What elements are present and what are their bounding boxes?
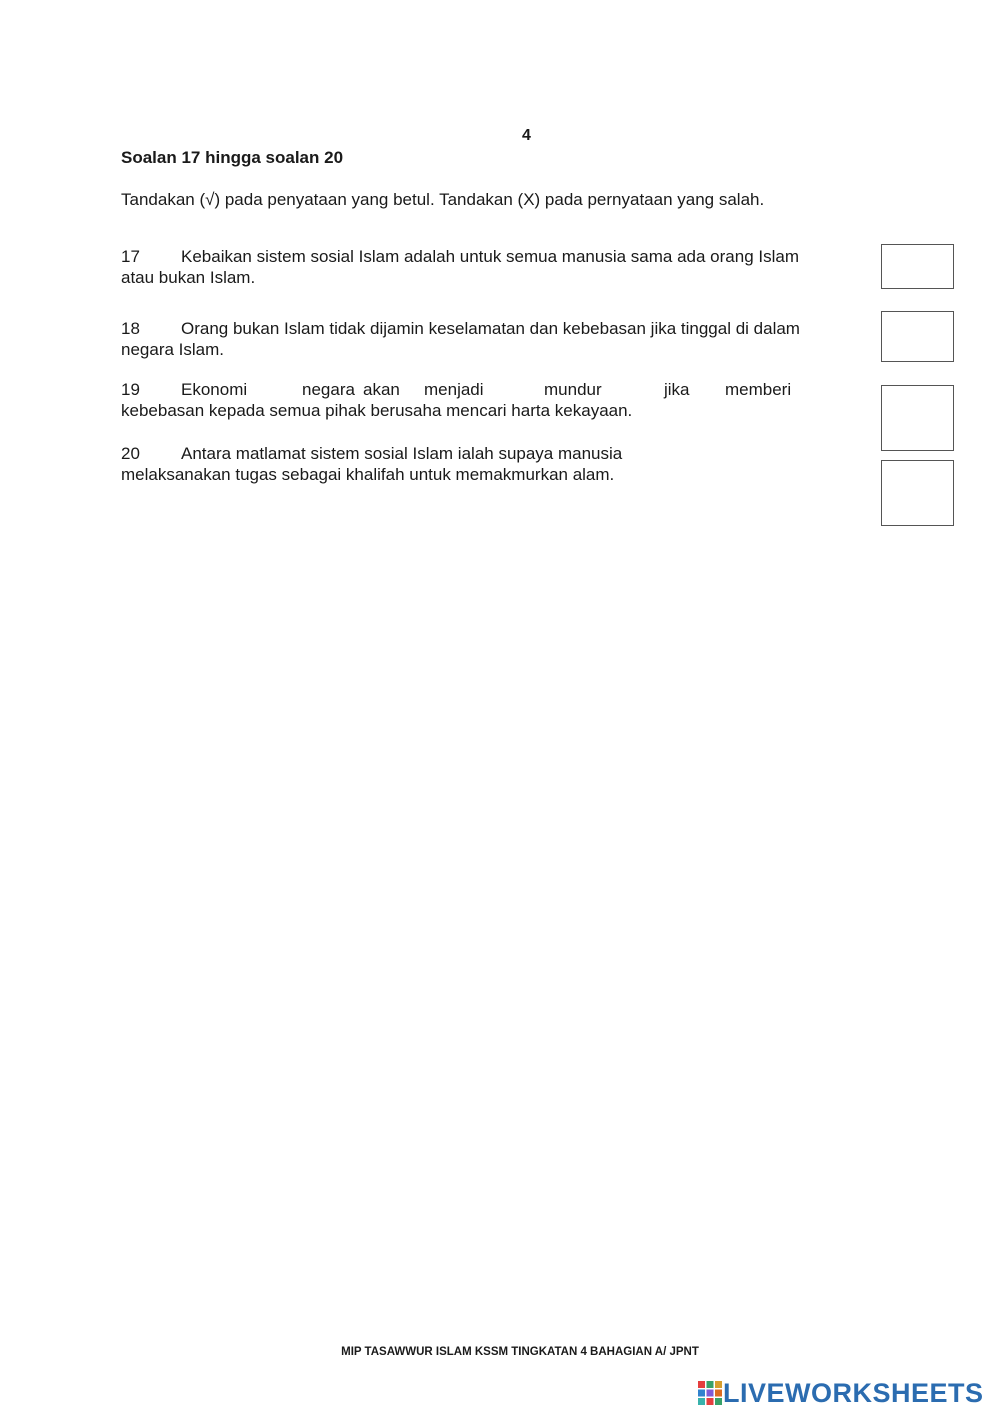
instruction-text: Tandakan (√) pada penyataan yang betul. Tandakan (X) pada pernyataan yang salah. xyxy=(121,190,765,209)
answer-box-19[interactable] xyxy=(881,385,954,451)
question-word: jika xyxy=(664,380,690,399)
question-word: mundur xyxy=(544,380,602,399)
answer-box-18[interactable] xyxy=(881,311,954,362)
question-word: negara xyxy=(302,380,355,399)
liveworksheets-logo xyxy=(697,1378,984,1408)
question-18 xyxy=(121,318,861,360)
question-text-line1: Antara matlamat sistem sosial Islam ialah supaya manusia xyxy=(181,444,623,463)
question-number: 17 xyxy=(121,247,140,266)
question-text-line1: Orang bukan Islam tidak dijamin keselamatan dan kebebasan jika tinggal di dalam xyxy=(181,319,800,338)
answer-box-20[interactable] xyxy=(881,460,954,526)
question-word: akan xyxy=(363,380,400,399)
question-word: Ekonomi xyxy=(181,380,248,399)
question-number: 19 xyxy=(121,380,140,399)
question-word: menjadi xyxy=(424,380,484,399)
question-word: memberi xyxy=(725,380,792,399)
section-title: Soalan 17 hingga soalan 20 xyxy=(121,148,344,167)
page-number: 4 xyxy=(522,127,531,144)
question-text-line2: kebebasan kepada semua pihak berusaha mencari harta kekayaan. xyxy=(121,401,633,420)
logo-text: LIVEWORKSHEETS xyxy=(723,1377,984,1408)
question-19 xyxy=(121,379,861,421)
question-number: 18 xyxy=(121,319,140,338)
question-text-line2: melaksanakan tugas sebagai khalifah untuk memakmurkan alam. xyxy=(121,465,615,484)
answer-box-17[interactable] xyxy=(881,244,954,289)
question-text-line2: atau bukan Islam. xyxy=(121,268,256,287)
question-text-line2: negara Islam. xyxy=(121,340,224,359)
question-text-line1: Kebaikan sistem sosial Islam adalah untuk semua manusia sama ada orang Islam xyxy=(181,247,799,266)
footer-text: MIP TASAWWUR ISLAM KSSM TINGKATAN 4 BAHAGIAN A/ JPNT xyxy=(341,1346,699,1358)
question-20 xyxy=(121,443,861,485)
question-number: 20 xyxy=(121,444,140,463)
logo-icon xyxy=(697,1380,723,1406)
question-17 xyxy=(121,246,861,288)
